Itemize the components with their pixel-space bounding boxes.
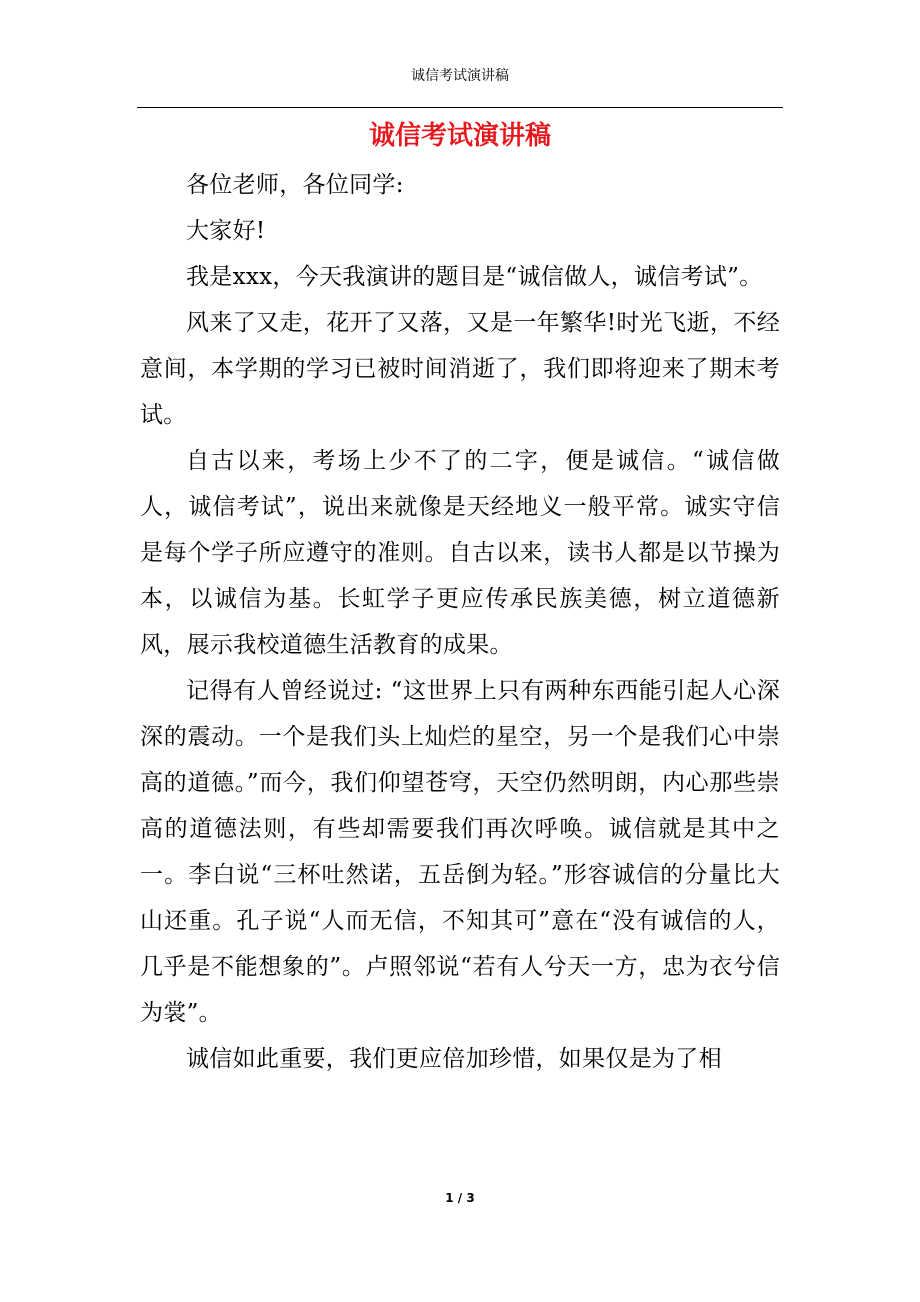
- page-number: 1 / 3: [445, 1191, 475, 1205]
- paragraph-intro: 我是xxx，今天我演讲的题目是“诚信做人，诚信考试”。: [186, 264, 763, 290]
- paragraph-salutation: 各位老师，各位同学:: [186, 172, 404, 198]
- running-header: 诚信考试演讲稿: [411, 68, 509, 84]
- document-body: [140, 162, 780, 1082]
- paragraph-conclusion: 诚信如此重要，我们更应倍加珍惜，如果仅是为了相: [186, 1046, 722, 1072]
- paragraph-quotes: 记得有人曾经说过: “这世界上只有两种东西能引起人心深深的震动。一个是我们头上灿烂的星空，另一个是我们心中崇高的道德。”而今，我们仰望苍穹，天空仍然明朗，内心那些崇高的道德法则，有些却需要我们再次呼唤。诚信就是其中之一。李白说“三杯吐然诺，五岳倒为轻。”形容诚信的分量比大山还重。孔子说“人而无信，不知其可”意在“没有诚信的人，几乎是不能想象的”。卢照邻说“若有人兮天一方，忠为衣兮信为裳”。: [140, 678, 780, 1026]
- paragraph-integrity: 自古以来，考场上少不了的二字，便是诚信。“诚信做人，诚信考试”，说出来就像是天经地义一般平常。诚实守信是每个学子所应遵守的准则。自古以来，读书人都是以节操为本，以诚信为基。长虹学子更应传承民族美德，树立道德新风，展示我校道德生活教育的成果。: [140, 448, 780, 658]
- header-divider: [137, 107, 783, 108]
- document-title: 诚信考试演讲稿: [368, 121, 551, 151]
- paragraph-greeting: 大家好!: [186, 218, 266, 244]
- paragraph-time: 风来了又走，花开了又落，又是一年繁华!时光飞逝，不经意间，本学期的学习已被时间消逝了，我们即将迎来了期末考试。: [140, 310, 780, 428]
